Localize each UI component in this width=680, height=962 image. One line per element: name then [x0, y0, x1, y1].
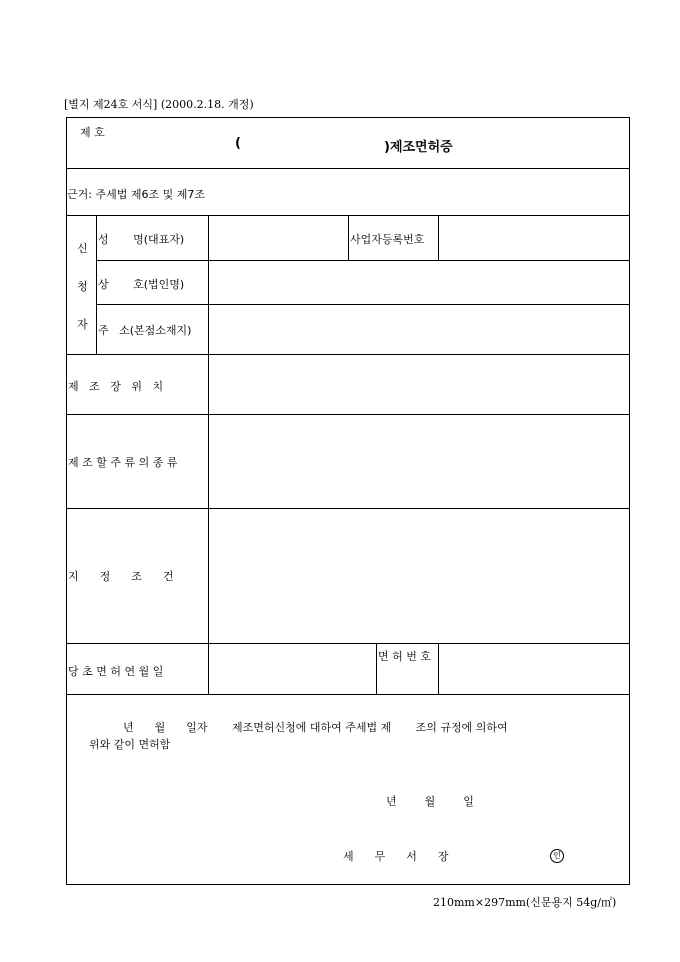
divider	[67, 168, 629, 169]
basis-text: 근거: 주세법 제6조 및 제7조	[67, 188, 205, 201]
liquor-types-label: 제 조 할 주 류 의 종 류	[68, 456, 178, 469]
initial-date-label: 당 초 면 허 연 월 일	[68, 665, 164, 678]
conditions-label: 지 정 조 건	[68, 570, 174, 583]
issue-date: 년 월 일	[386, 795, 474, 808]
license-form	[66, 117, 630, 885]
number-label: 제 호	[80, 126, 105, 139]
divider	[96, 260, 629, 261]
divider	[96, 304, 629, 305]
issuer: 세 무 서 장	[343, 850, 449, 863]
address-label: 주 소(본점소재지)	[98, 324, 192, 337]
seal-text: 인	[550, 849, 564, 863]
form-reference: [별지 제24호 서식] (2000.2.18. 개정)	[64, 98, 254, 111]
divider	[67, 643, 629, 644]
applicant-label-1: 신	[77, 242, 88, 255]
applicant-label-2: 청	[77, 280, 88, 293]
divider	[208, 215, 209, 694]
seal-icon	[550, 848, 564, 863]
license-no-label: 면 허 번 호	[378, 650, 431, 663]
divider	[67, 508, 629, 509]
divider	[96, 215, 97, 354]
divider	[348, 215, 349, 260]
applicant-label-3: 자	[77, 318, 88, 331]
statement-line-2: 위와 같이 면허함	[89, 738, 171, 751]
divider	[376, 643, 377, 694]
statement-line-1: 년 월 일자 제조면허신청에 대하여 주세법 제 조의 규정에 의하여	[123, 721, 508, 734]
divider	[67, 694, 629, 695]
title-open: (	[235, 136, 241, 151]
divider	[67, 354, 629, 355]
location-label: 제 조 장 위 치	[68, 380, 164, 393]
divider	[67, 414, 629, 415]
trade-name-label: 상 호(법인명)	[98, 278, 185, 291]
name-label: 성 명(대표자)	[98, 233, 185, 246]
divider	[438, 215, 439, 260]
biz-reg-label: 사업자등록번호	[350, 233, 425, 246]
page-title: )제조면허증	[384, 140, 453, 155]
divider	[438, 643, 439, 694]
paper-spec: 210mm×297mm(신문용지 54g/㎡)	[433, 896, 617, 909]
